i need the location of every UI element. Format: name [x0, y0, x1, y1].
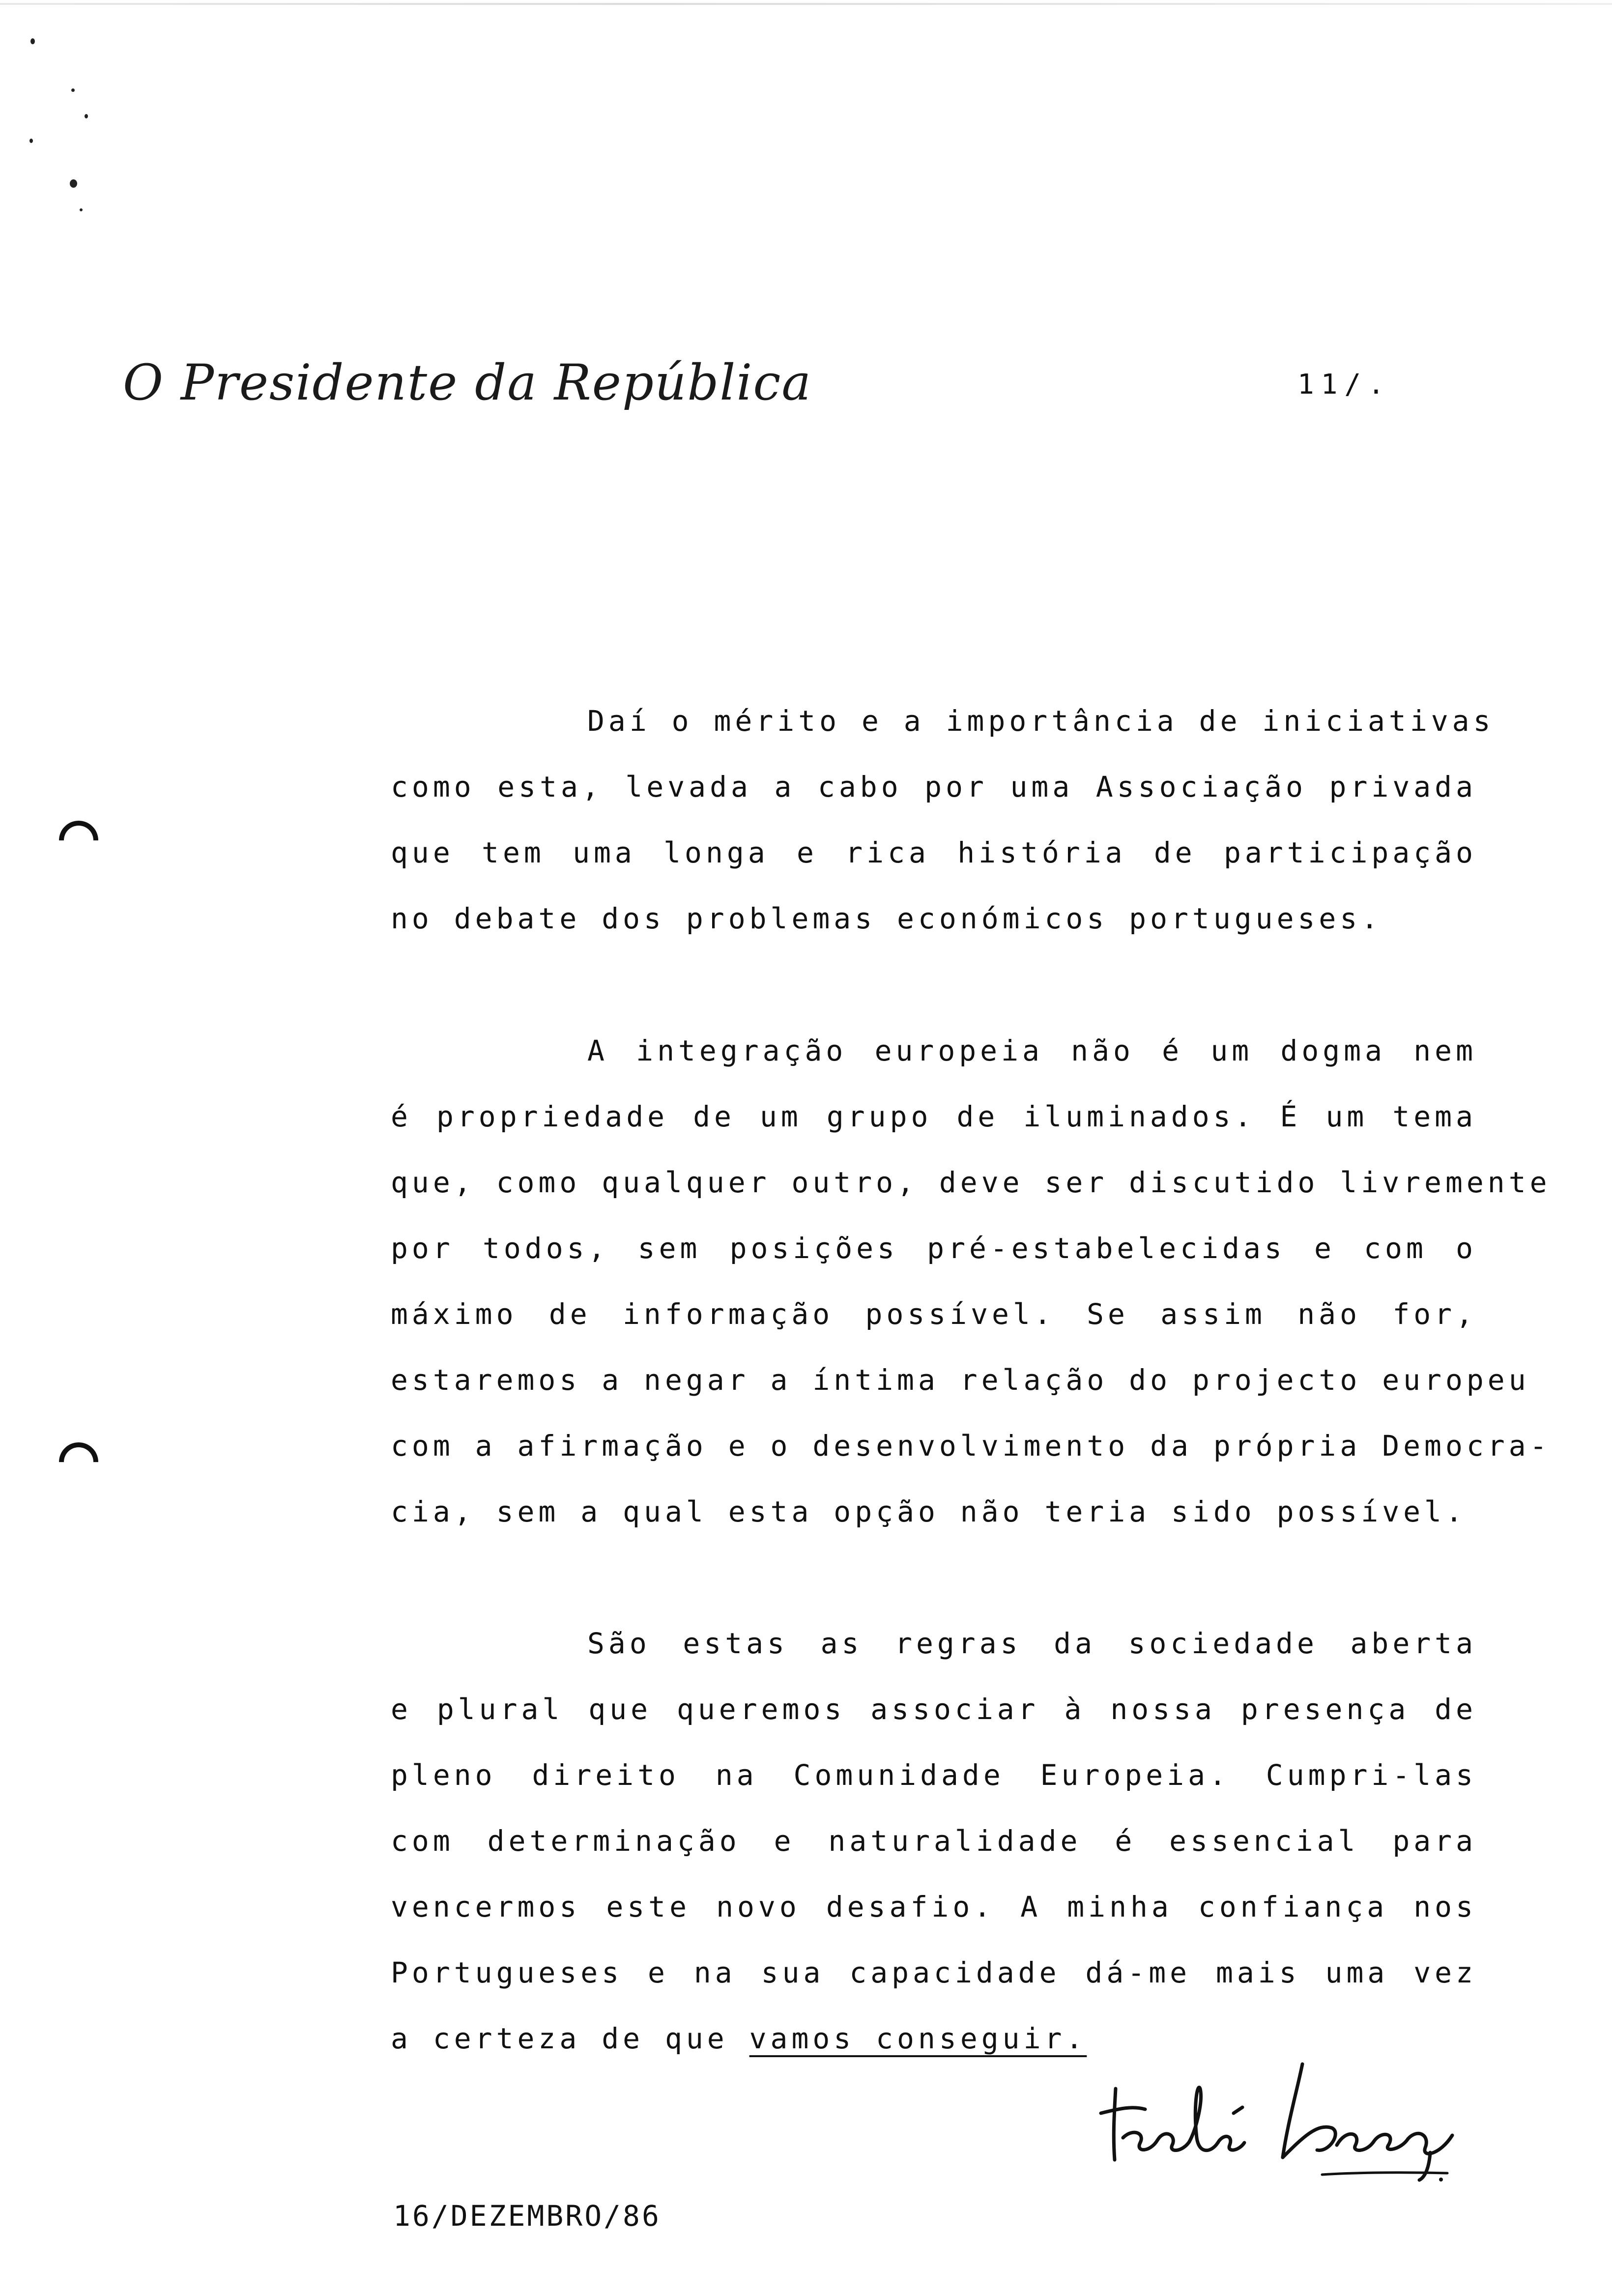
scan-speck — [80, 208, 83, 211]
punch-hole-top — [51, 812, 106, 868]
signature-stroke — [1419, 2152, 1430, 2180]
signature-stroke — [1189, 2088, 1218, 2151]
signature-stroke — [1408, 2133, 1452, 2153]
text-line: como esta, levada a cabo por uma Associação privada — [391, 770, 1477, 804]
text-line: cia, sem a qual esta opção não teria sido possível. — [391, 1495, 1467, 1528]
text-line: estaremos a negar a íntima relação do projecto europeu — [391, 1363, 1530, 1397]
scan-top-edge — [0, 3, 1612, 5]
paragraph-2 — [391, 1018, 1551, 1545]
text-line: máximo de informação possível. Se assim não for, — [391, 1297, 1477, 1331]
text-line: no debate dos problemas económicos portugueses. — [391, 902, 1382, 935]
signature-stroke — [1101, 2108, 1145, 2113]
signature-stroke — [1114, 2089, 1116, 2160]
text-line: com a afirmação e o desenvolvimento da própria Democra- — [391, 1429, 1551, 1463]
text-line: Daí o mérito e a importância de iniciativas — [587, 704, 1495, 738]
letterhead: O Presidente da República — [123, 354, 812, 411]
closing-line-prefix: a certeza de que — [391, 2022, 749, 2055]
page-number: 11/. — [1297, 369, 1391, 401]
text-line: A integração europeia não é um dogma nem — [587, 1034, 1477, 1067]
paragraph-3 — [391, 1610, 1477, 2071]
closing-line-emphasis: vamos conseguir. — [749, 2022, 1087, 2055]
signature-stroke — [1123, 2132, 1189, 2150]
text-line: vencermos este novo desafio. A minha confiança nos — [391, 1890, 1477, 1923]
text-line: que tem uma longa e rica história de participação — [391, 836, 1477, 869]
scan-speck — [70, 179, 77, 188]
scan-speck — [71, 88, 75, 92]
signature — [1086, 2054, 1460, 2182]
text-line: São estas as regras da sociedade aberta — [587, 1627, 1477, 1660]
text-line: Portugueses e na sua capacidade dá-me mais uma vez — [391, 1956, 1477, 1989]
text-line: e plural que queremos associar à nossa presença de — [391, 1693, 1477, 1726]
text-line: com determinação e naturalidade é essencial para — [391, 1824, 1477, 1858]
signature-stroke — [1374, 2134, 1408, 2149]
signature-stroke — [1218, 2136, 1244, 2150]
scan-speck — [29, 139, 33, 143]
signature-stroke — [1283, 2127, 1335, 2157]
text-line: que, como qualquer outro, deve ser discutido livremente — [391, 1166, 1551, 1199]
punch-hole-bottom — [51, 1434, 106, 1490]
scan-speck — [85, 114, 88, 118]
text-line: por todos, sem posições pré-estabelecidas e com o — [391, 1232, 1477, 1265]
document-date: 16/DEZEMBRO/86 — [393, 2199, 661, 2233]
text-line: é propriedade de um grupo de iluminados. É um tema — [391, 1100, 1477, 1133]
signature-dot — [1439, 2178, 1443, 2181]
signature-stroke — [1337, 2134, 1374, 2150]
paragraph-1 — [391, 688, 1495, 951]
signature-stroke — [1234, 2107, 1242, 2113]
text-line: pleno direito na Comunidade Europeia. Cumpri-las — [391, 1758, 1477, 1792]
scan-speck — [30, 38, 35, 44]
signature-stroke — [1322, 2173, 1447, 2175]
